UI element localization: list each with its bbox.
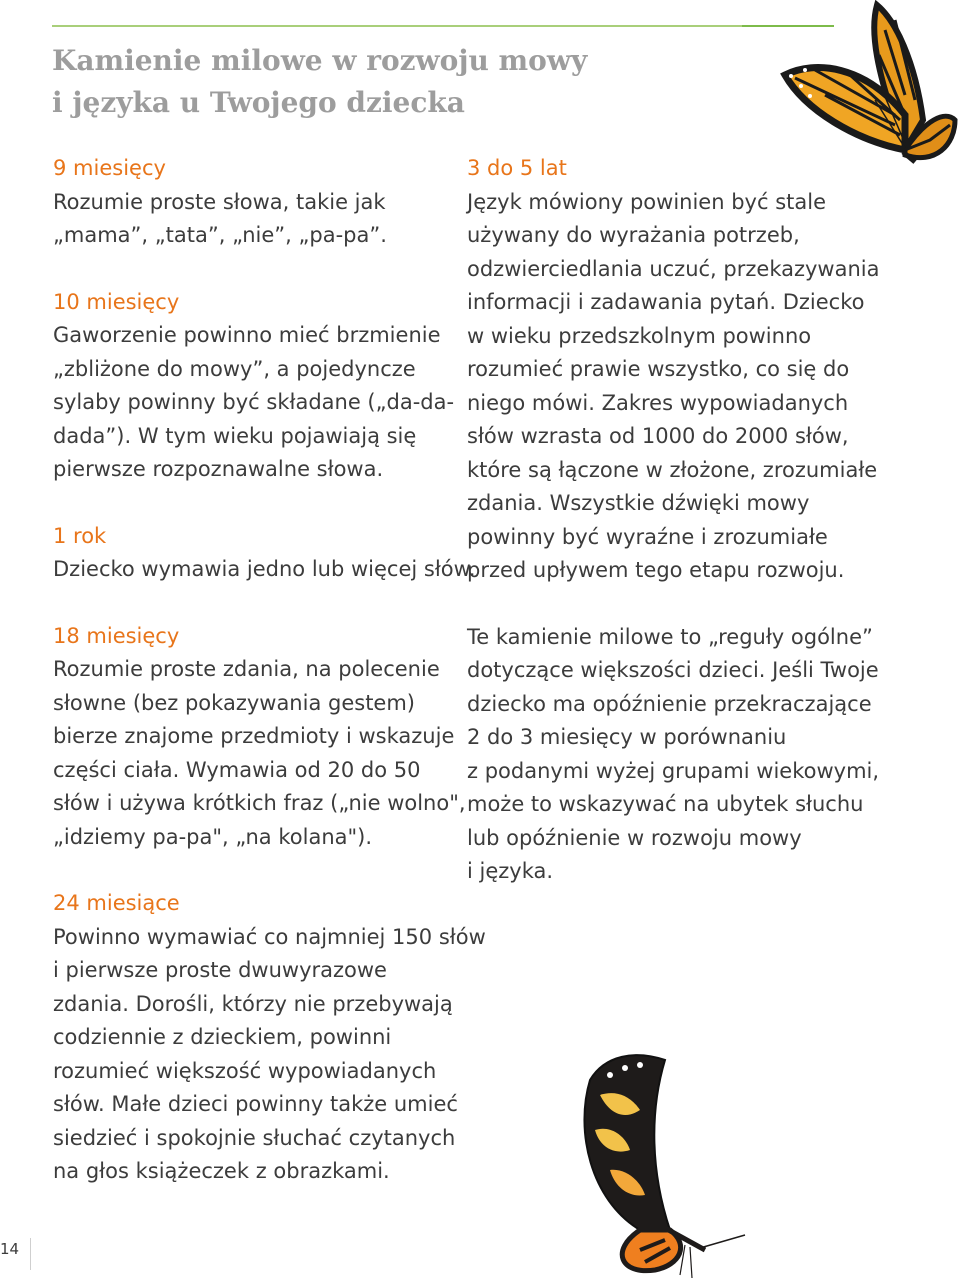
milestone-9-months: [53, 152, 463, 253]
milestone-heading: 10 miesięcy: [53, 289, 180, 314]
text-line: powinny być wyraźne i zrozumiałe: [467, 524, 828, 549]
text-line: słów i używa krótkich fraz („nie wolno",: [53, 791, 466, 815]
text-line: informacji i zadawania pytań. Dziecko: [467, 290, 865, 314]
text-line: Gaworzenie powinno mieć brzmienie: [53, 323, 441, 347]
text-line: 2 do 3 miesięcy w porównaniu: [467, 725, 787, 749]
milestone-18-months: [53, 620, 466, 855]
title-line-1: Kamienie milowe w rozwoju mowy: [52, 44, 588, 77]
milestone-3-5-years: [467, 152, 880, 588]
text-line: słów. Małe dzieci powinny także umieć: [53, 1092, 458, 1116]
milestone-text: [53, 186, 463, 253]
text-line: pierwsze rozpoznawalne słowa.: [53, 457, 384, 481]
text-line: Dziecko wymawia jedno lub więcej słów.: [53, 557, 476, 581]
text-line: „idziemy pa-pa", „na kolana").: [53, 824, 373, 849]
milestone-heading: 1 rok: [53, 523, 107, 548]
side-rule: [30, 1238, 31, 1270]
milestone-heading: 24 miesiące: [53, 891, 180, 915]
text-line: słów wzrasta od 1000 do 2000 słów,: [467, 424, 849, 448]
text-line: Język mówiony powinien być stale: [467, 189, 826, 214]
text-line: bierze znajome przedmioty i wskazuje: [53, 724, 455, 748]
page-number: 14: [0, 1240, 20, 1258]
text-line: i pierwsze proste dwuwyrazowe: [53, 958, 387, 982]
text-line: rozumieć większość wypowiadanych: [53, 1058, 437, 1083]
text-line: codziennie z dzieckiem, powinni: [53, 1025, 392, 1049]
page-title: [52, 40, 672, 124]
text-line: dotyczące większości dzieci. Jeśli Twoje: [467, 658, 879, 682]
text-line: używany do wyrażania potrzeb,: [467, 223, 800, 247]
milestone-heading: 18 miesięcy: [53, 623, 180, 648]
text-line: Rozumie proste słowa, takie jak: [53, 189, 386, 214]
text-line: dada”). W tym wieku pojawiają się: [53, 423, 417, 448]
text-line: niego mówi. Zakres wypowiadanych: [467, 390, 849, 415]
milestone-heading: 3 do 5 lat: [467, 156, 567, 180]
text-line: „zbliżone do mowy”, a pojedyncze: [53, 356, 416, 381]
text-line: może to wskazywać na ubytek słuchu: [467, 792, 864, 816]
general-note: [467, 621, 880, 889]
milestone-text: [53, 319, 463, 487]
text-line: sylaby powinny być składane („da-da-: [53, 390, 455, 414]
title-line-2: i języka u Twojego dziecka: [52, 86, 465, 119]
text-line: w wieku przedszkolnym powinno: [467, 323, 812, 348]
text-line: Rozumie proste zdania, na polecenie: [53, 657, 440, 681]
monarch-butterfly-icon: [755, 0, 960, 170]
milestone-text: [53, 553, 476, 587]
text-line: zdania. Dorośli, którzy nie przebywają: [53, 991, 453, 1016]
text-line: Te kamienie milowe to „reguły ogólne”: [467, 624, 873, 649]
tiger-butterfly-icon: [570, 1050, 760, 1280]
right-column: [467, 152, 880, 889]
milestone-text: [53, 921, 486, 1189]
milestone-text: [53, 653, 466, 854]
text-line: przed upływem tego etapu rozwoju.: [467, 558, 845, 582]
text-line: z podanymi wyżej grupami wiekowymi,: [467, 758, 880, 783]
text-line: rozumieć prawie wszystko, co się do: [467, 357, 850, 381]
milestone-heading: 9 miesięcy: [53, 156, 166, 180]
milestone-text: [467, 186, 880, 588]
text-line: siedzieć i spokojnie słuchać czytanych: [53, 1125, 456, 1150]
text-line: zdania. Wszystkie dźwięki mowy: [467, 491, 810, 515]
milestone-1-year: [53, 520, 476, 587]
text-line: części ciała. Wymawia od 20 do 50: [53, 757, 421, 782]
text-line: „mama”, „tata”, „nie”, „pa-pa”.: [53, 223, 387, 247]
text-line: Powinno wymawiać co najmniej 150 słów: [53, 924, 486, 949]
text-line: lub opóźnienie w rozwoju mowy: [467, 825, 802, 850]
text-line: które są łączone w złożone, zrozumiałe: [467, 457, 878, 482]
text-line: odzwierciedlania uczuć, przekazywania: [467, 256, 880, 281]
text-line: na głos książeczek z obrazkami.: [53, 1159, 390, 1183]
milestone-24-months: [53, 887, 486, 1189]
text-line: dziecko ma opóźnienie przekraczające: [467, 691, 872, 716]
left-column: [53, 152, 486, 1189]
text-line: słowne (bez pokazywania gestem): [53, 690, 415, 715]
top-rule: [52, 25, 834, 27]
milestone-10-months: [53, 286, 463, 487]
text-line: i języka.: [467, 859, 554, 883]
